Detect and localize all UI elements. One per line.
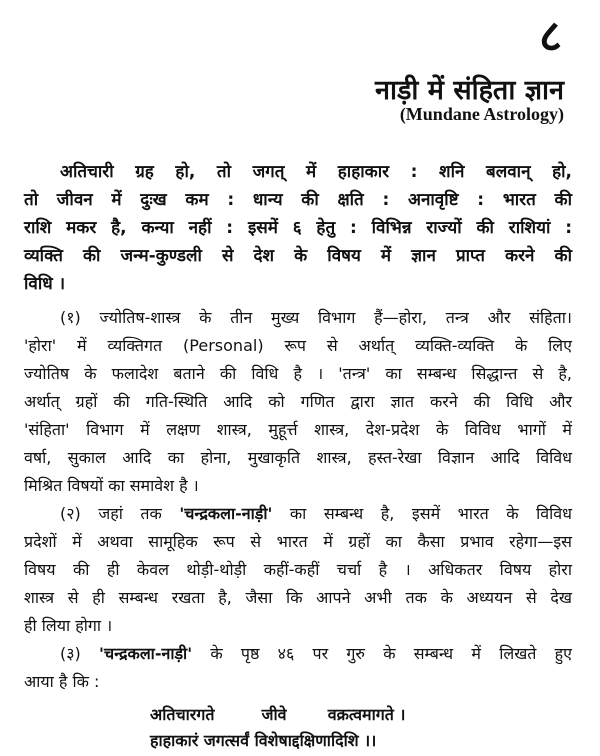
bold-term: 'चन्द्रकला-नाड़ी' bbox=[179, 504, 273, 523]
paragraph-line: प्रदेशों में अथवा सामूहिक रूप से भारत में ग्रहों का कैसा प्रभाव रहेगा—इस bbox=[24, 532, 572, 551]
line-text: के पृष्ठ ४६ पर गुरु के सम्बन्ध में लिखते हुए bbox=[192, 644, 572, 663]
paragraph-3 bbox=[24, 640, 572, 696]
paragraph-line: (१) ज्योतिष-शास्त्र के तीन मुख्य विभाग हैं—होरा, तन्त्र और संहिता। bbox=[60, 308, 572, 327]
paragraph-line: शास्त्र से ही सम्बन्ध रखता है, जैसा कि आपने अभी तक के अध्ययन से देख bbox=[24, 588, 572, 607]
paragraph-line: 'होरा' में व्यक्तिगत (Personal) रूप से अर्थात् व्यक्ति-व्यक्ति के लिए bbox=[24, 336, 572, 355]
paragraph-2 bbox=[24, 500, 572, 640]
paragraph-1 bbox=[24, 304, 572, 500]
paragraph-line: 'संहिता' विभाग में लक्षण शास्त्र, मुहूर्त्त शास्त्र, देश-प्रदेश के विविध भागों में bbox=[24, 420, 572, 439]
verse-word: वक्रत्वमागते । bbox=[327, 705, 406, 724]
paragraph-line: आया है कि : bbox=[24, 672, 100, 691]
intro-line: अतिचारी ग्रह हो, तो जगत् में हाहाकार : शनि बलवान् हो, bbox=[60, 162, 572, 182]
bold-term: 'चन्द्रकला-नाड़ी' bbox=[99, 644, 193, 663]
verse-word: अतिचारगते bbox=[150, 705, 215, 724]
intro-line: व्यक्ति की जन्म-कुण्डली से देश के विषय में ज्ञान प्राप्त करने की bbox=[24, 246, 572, 266]
verse-word: जीवे bbox=[261, 705, 287, 724]
paragraph-number: (३) bbox=[60, 644, 100, 663]
paragraph-line: ही लिया होगा । bbox=[24, 616, 113, 635]
line-text: का सम्बन्ध है, इसमें भारत के विविध bbox=[272, 504, 572, 523]
paragraph-line: वर्षा, सुकाल आदि का होना, मुखाकृति शास्त्र, हस्त-रेखा विज्ञान आदि विविध bbox=[24, 448, 572, 467]
chapter-subtitle: (Mundane Astrology) bbox=[399, 104, 564, 124]
paragraph-number: (२) जहां तक bbox=[60, 504, 180, 523]
verse-line-2: हाहाकारं जगत्सर्वं विशेषाद्दक्षिणादिशि ।। bbox=[150, 731, 377, 750]
paragraph-line: अर्थात् ग्रहों की गति-स्थिति आदि को गणित द्वारा ज्ञात करने की विधि और bbox=[24, 392, 572, 411]
paragraph-line bbox=[24, 500, 572, 528]
paragraph-line: विषय की ही केवल थोड़ी-थोड़ी कहीं-कहीं चर्चा है । अधिकतर विषय होरा bbox=[24, 560, 572, 579]
sanskrit-verse bbox=[150, 702, 510, 754]
intro-summary bbox=[24, 158, 572, 298]
chapter-title: नाड़ी में संहिता ज्ञान bbox=[374, 75, 564, 106]
page-number: ८ bbox=[539, 11, 562, 62]
paragraph-line bbox=[24, 640, 572, 668]
intro-line: राशि मकर है, कन्या नहीं : इसमें ६ हेतु : विभिन्न राज्यों की राशियां : bbox=[24, 218, 572, 238]
verse-line-1 bbox=[150, 702, 510, 728]
paragraph-line: ज्योतिष के फलादेश बताने की विधि है । 'तन्त्र' का सम्बन्ध सिद्धान्त से है, bbox=[24, 364, 572, 383]
intro-line: विधि । bbox=[24, 274, 66, 294]
paragraph-line: मिश्रित विषयों का समावेश है । bbox=[24, 476, 199, 495]
intro-line: तो जीवन में दुःख कम : धान्य की क्षति : अनावृष्टि : भारत की bbox=[24, 190, 572, 210]
